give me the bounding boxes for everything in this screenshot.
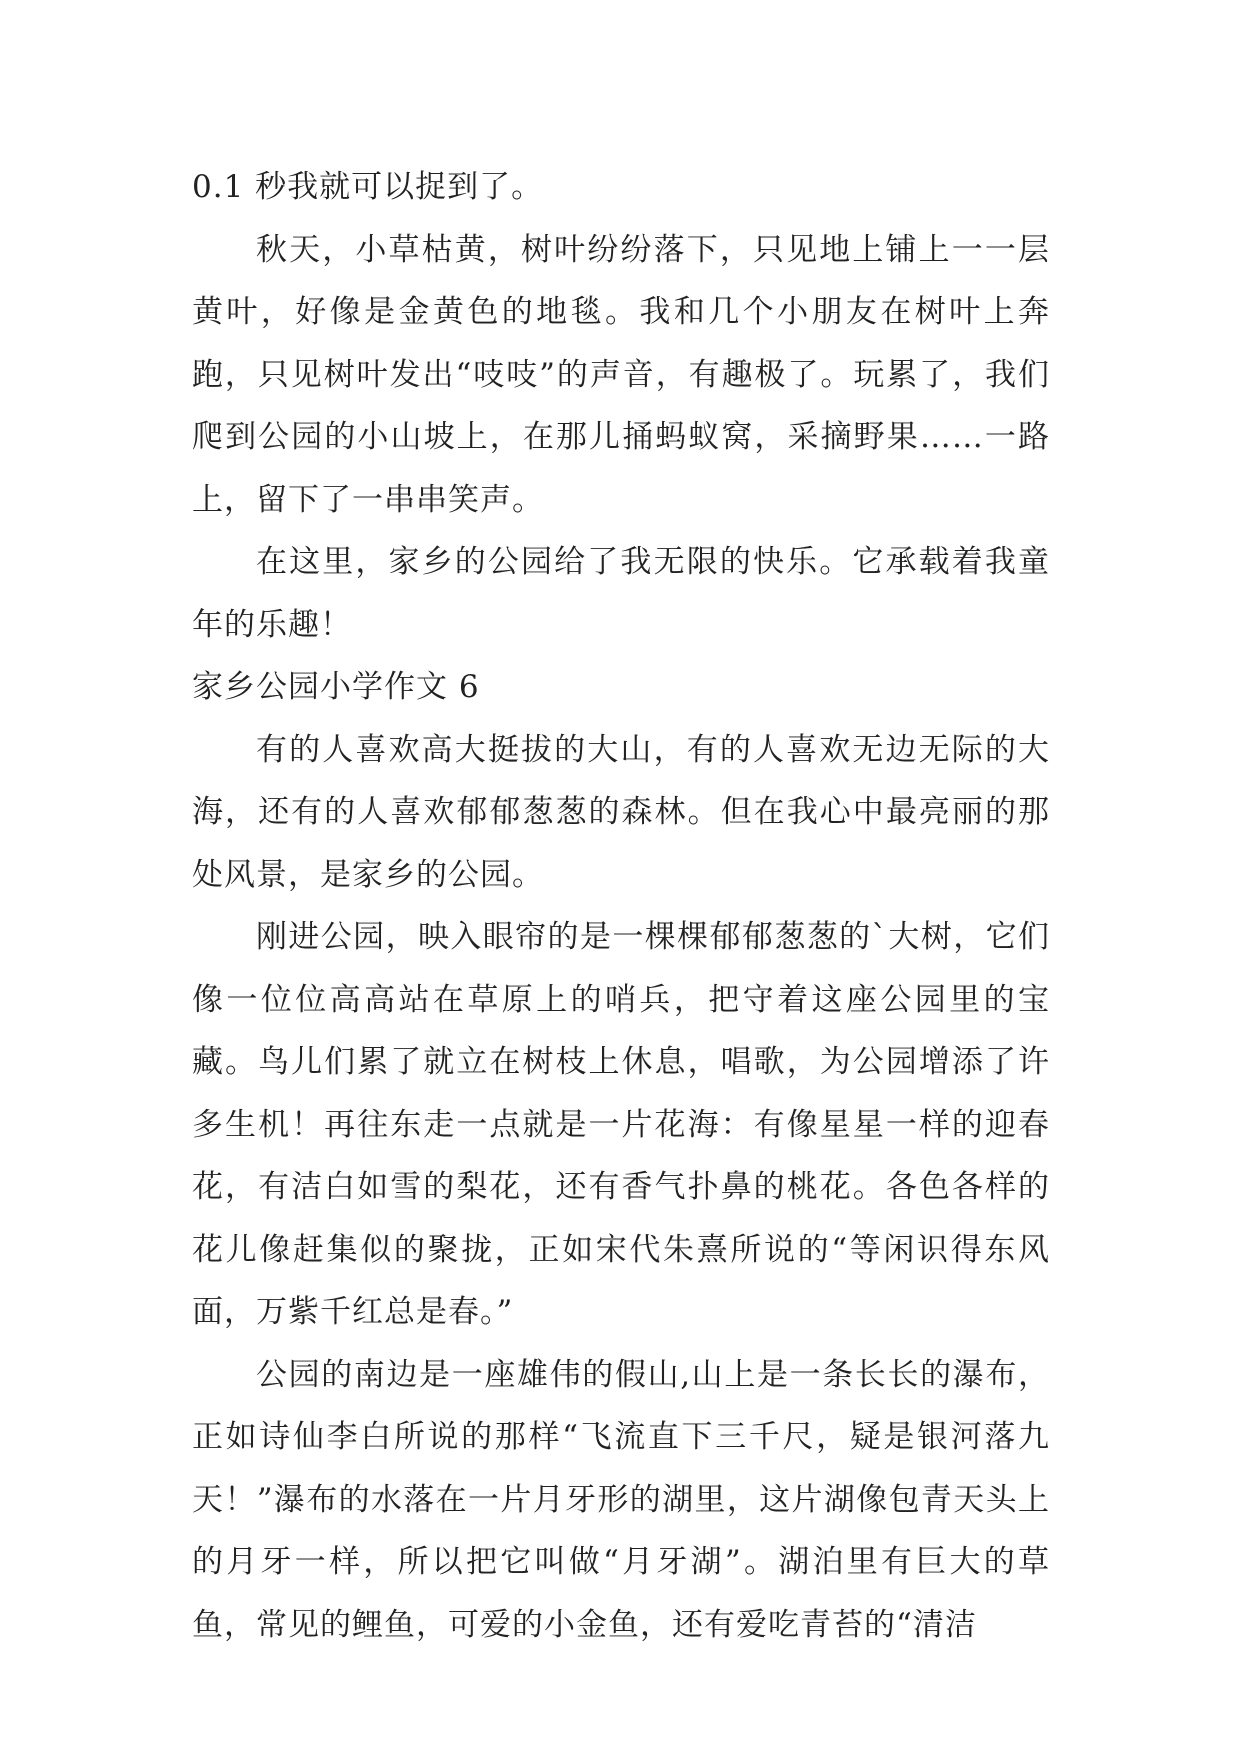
paragraph-autumn: 秋天，小草枯黄，树叶纷纷落下，只见地上铺上一一层黄叶，好像是金黄色的地毯。我和几个小朋友在树叶上奔跑，只见树叶发出“吱吱”的声音，有趣极了。玩累了，我们爬到公园的小山坡上，在那儿捅蚂蚁窝，采摘野果……一路上，留下了一串串笑声。 — [192, 231, 1050, 518]
paragraph-continuation: 0.1 秒我就可以捉到了。 — [192, 169, 544, 205]
document-body — [192, 156, 1050, 1656]
essay-title: 家乡公园小学作文 6 — [192, 669, 480, 705]
paragraph-entrance: 刚进公园，映入眼帘的是一棵棵郁郁葱葱的`大树，它们像一位位高高站在草原上的哨兵，把守着这座公园里的宝藏。鸟儿们累了就立在树枝上休息，唱歌，为公园增添了许多生机！再往东走一点就是一片花海：有像星星一样的迎春花，有洁白如雪的梨花，还有香气扑鼻的桃花。各色各样的花儿像赶集似的聚拢，正如宋代朱熹所说的“等闲识得东风面，万紫千红总是春。” — [192, 919, 1050, 1330]
paragraph-conclusion: 在这里，家乡的公园给了我无限的快乐。它承载着我童年的乐趣！ — [192, 544, 1050, 643]
paragraph-intro: 有的人喜欢高大挺拔的大山，有的人喜欢无边无际的大海，还有的人喜欢郁郁葱葱的森林。但在我心中最亮丽的那处风景，是家乡的公园。 — [192, 731, 1050, 893]
paragraph-south: 公园的南边是一座雄伟的假山,山上是一条长长的瀑布，正如诗仙李白所说的那样“飞流直下三千尺，疑是银河落九天！”瀑布的水落在一片月牙形的湖里，这片湖像包青天头上的月牙一样，所以把它叫做“月牙湖”。湖泊里有巨大的草鱼，常见的鲤鱼，可爱的小金鱼，还有爱吃青苔的“清洁 — [192, 1356, 1050, 1643]
